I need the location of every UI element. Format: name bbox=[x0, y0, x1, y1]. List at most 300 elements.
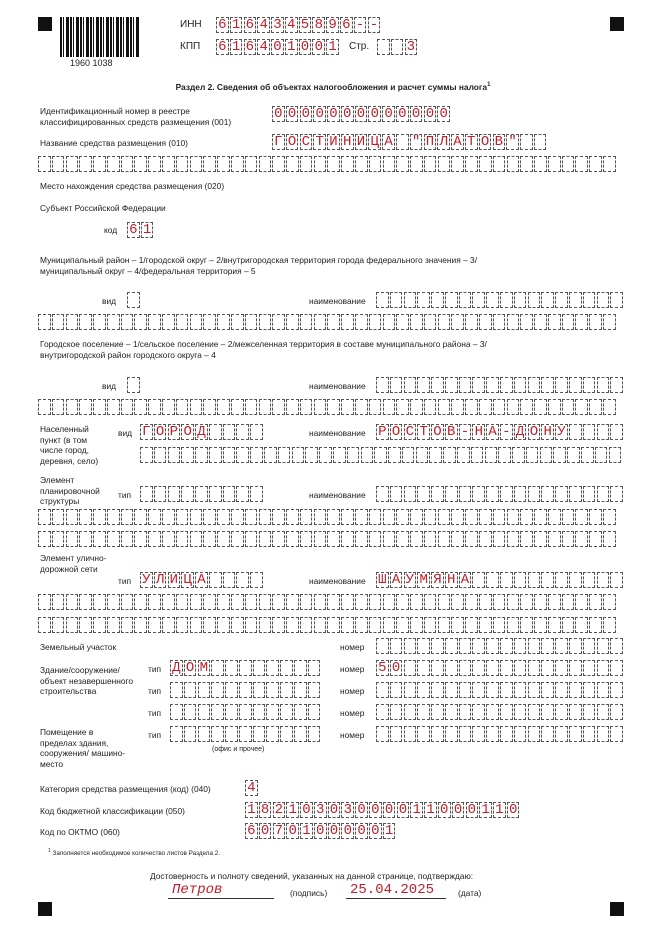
planning-field-line-3-cell[interactable] bbox=[327, 531, 340, 547]
urban-name-field-cell[interactable] bbox=[500, 377, 513, 393]
page-number-field-cell[interactable] bbox=[391, 39, 404, 55]
room-type-field-cell[interactable] bbox=[170, 726, 183, 742]
building-number-field-1-cell[interactable]: 0 bbox=[390, 660, 403, 676]
planning-field-line-2-cell[interactable] bbox=[383, 509, 396, 525]
urban-name-field-line-2-cell[interactable] bbox=[245, 399, 258, 415]
urban-name-field-line-2-cell[interactable] bbox=[79, 399, 92, 415]
street-field-line-3-cell[interactable] bbox=[603, 617, 616, 633]
planning-name-field-cell[interactable] bbox=[486, 486, 499, 502]
settlement-field-line-2-cell[interactable] bbox=[154, 447, 167, 463]
urban-name-field-line-2-cell[interactable] bbox=[121, 399, 134, 415]
building-number-field-1-cell[interactable] bbox=[597, 660, 610, 676]
street-type-field-cell[interactable]: Л bbox=[154, 572, 167, 588]
building-type-field-1-cell[interactable] bbox=[266, 660, 279, 676]
municipal-name-field-line-2-cell[interactable] bbox=[190, 314, 203, 330]
land-number-field-cell[interactable] bbox=[417, 638, 430, 654]
accommodation-name-field-line-2-cell[interactable] bbox=[148, 156, 161, 172]
municipal-name-field-line-2-cell[interactable] bbox=[341, 314, 354, 330]
settlement-field-line-2-cell[interactable] bbox=[223, 447, 236, 463]
planning-field-line-2-cell[interactable] bbox=[107, 509, 120, 525]
land-number-field-cell[interactable] bbox=[528, 638, 541, 654]
planning-field-line-3-cell[interactable] bbox=[534, 531, 547, 547]
accommodation-name-field-line-2-cell[interactable] bbox=[286, 156, 299, 172]
street-field-line-3-cell[interactable] bbox=[410, 617, 423, 633]
municipal-name-field-line-2-cell[interactable] bbox=[134, 314, 147, 330]
building-type-field-2-cell[interactable] bbox=[198, 682, 211, 698]
municipal-name-field-cell[interactable] bbox=[555, 292, 568, 308]
street-name-field-cell[interactable] bbox=[541, 572, 554, 588]
land-number-field-cell[interactable] bbox=[376, 638, 389, 654]
municipal-name-field-cell[interactable] bbox=[610, 292, 623, 308]
oktmo-field-cell[interactable]: 0 bbox=[314, 823, 327, 839]
accommodation-name-field-line-2-cell[interactable] bbox=[327, 156, 340, 172]
urban-name-field[interactable] bbox=[376, 377, 624, 393]
room-number-field-cell[interactable] bbox=[404, 726, 417, 742]
street-field-line-3-cell[interactable] bbox=[369, 617, 382, 633]
urban-name-field-cell[interactable] bbox=[528, 377, 541, 393]
settlement-field-line-2-cell[interactable] bbox=[305, 447, 318, 463]
urban-name-field-line-2-cell[interactable] bbox=[93, 399, 106, 415]
street-name-field-cell[interactable] bbox=[528, 572, 541, 588]
street-field-line-2-cell[interactable] bbox=[93, 594, 106, 610]
planning-field-line-2-cell[interactable] bbox=[286, 509, 299, 525]
urban-name-field-line-2-cell[interactable] bbox=[272, 399, 285, 415]
building-type-field-2-cell[interactable] bbox=[239, 682, 252, 698]
street-field-line-2-cell[interactable] bbox=[286, 594, 299, 610]
urban-name-field-line-2-cell[interactable] bbox=[410, 399, 423, 415]
municipal-name-field-line-2-cell[interactable] bbox=[465, 314, 478, 330]
planning-field-line-3-cell[interactable] bbox=[148, 531, 161, 547]
oktmo-field-cell[interactable]: 7 bbox=[273, 823, 286, 839]
municipal-name-field-line-2-cell[interactable] bbox=[38, 314, 51, 330]
planning-field-line-3-cell[interactable] bbox=[341, 531, 354, 547]
accommodation-name-field-line-2-cell[interactable] bbox=[520, 156, 533, 172]
settlement-field-line-2-cell[interactable] bbox=[540, 447, 553, 463]
planning-field-line-3-cell[interactable] bbox=[190, 531, 203, 547]
street-field-line-3-cell[interactable] bbox=[548, 617, 561, 633]
settlement-type-field-cell[interactable]: О bbox=[154, 424, 167, 440]
street-name-field-cell[interactable]: Ш bbox=[376, 572, 389, 588]
accommodation-name-field-line-2-cell[interactable] bbox=[493, 156, 506, 172]
settlement-type-field-cell[interactable] bbox=[250, 424, 263, 440]
building-number-field-3-cell[interactable] bbox=[528, 704, 541, 720]
settlement-field-line-2-cell[interactable] bbox=[416, 447, 429, 463]
room-number-field-cell[interactable] bbox=[555, 726, 568, 742]
oktmo-field-cell[interactable]: 0 bbox=[341, 823, 354, 839]
planning-field-line-3-cell[interactable] bbox=[121, 531, 134, 547]
settlement-field-line-2-cell[interactable] bbox=[595, 447, 608, 463]
street-field-line-3-cell[interactable] bbox=[38, 617, 51, 633]
street-type-field-cell[interactable] bbox=[223, 572, 236, 588]
urban-name-field-line-2-cell[interactable] bbox=[341, 399, 354, 415]
street-field-line-3-cell[interactable] bbox=[493, 617, 506, 633]
room-number-field-cell[interactable] bbox=[514, 726, 527, 742]
land-number-field-cell[interactable] bbox=[486, 638, 499, 654]
street-field-line-2-cell[interactable] bbox=[134, 594, 147, 610]
municipal-name-field-cell[interactable] bbox=[514, 292, 527, 308]
street-name-field-cell[interactable] bbox=[555, 572, 568, 588]
street-field-line-3-cell[interactable] bbox=[231, 617, 244, 633]
settlement-name-field-cell[interactable]: Д bbox=[514, 424, 527, 440]
inn-field-cell[interactable]: 8 bbox=[312, 17, 325, 33]
building-type-field-1-cell[interactable] bbox=[239, 660, 252, 676]
building-number-field-2-cell[interactable] bbox=[445, 682, 458, 698]
street-name-field-cell[interactable]: М bbox=[417, 572, 430, 588]
building-number-field-1-cell[interactable] bbox=[459, 660, 472, 676]
planning-field-line-2-cell[interactable] bbox=[520, 509, 533, 525]
room-type-field-cell[interactable] bbox=[225, 726, 238, 742]
street-field-line-3-cell[interactable] bbox=[52, 617, 65, 633]
street-field-line-3-cell[interactable] bbox=[217, 617, 230, 633]
urban-name-field-line-2-cell[interactable] bbox=[52, 399, 65, 415]
street-field-line-3-cell[interactable] bbox=[479, 617, 492, 633]
settlement-field-line-2-cell[interactable] bbox=[361, 447, 374, 463]
registry-number-field-cell[interactable]: 0 bbox=[410, 106, 423, 122]
planning-field-line-2-cell[interactable] bbox=[424, 509, 437, 525]
urban-name-field-line-2-cell[interactable] bbox=[38, 399, 51, 415]
planning-name-field-cell[interactable] bbox=[555, 486, 568, 502]
kbk-field-cell[interactable]: 0 bbox=[452, 802, 465, 818]
street-field-line-3-cell[interactable] bbox=[107, 617, 120, 633]
urban-name-field-cell[interactable] bbox=[555, 377, 568, 393]
building-type-field-1-cell[interactable]: М bbox=[198, 660, 211, 676]
municipal-name-field-cell[interactable] bbox=[583, 292, 596, 308]
accommodation-name-field-line-2-cell[interactable] bbox=[93, 156, 106, 172]
urban-name-field-cell[interactable] bbox=[431, 377, 444, 393]
street-field-line-2-cell[interactable] bbox=[534, 594, 547, 610]
building-number-field-1-cell[interactable] bbox=[569, 660, 582, 676]
settlement-field-line-2-cell[interactable] bbox=[347, 447, 360, 463]
accommodation-name-field-line-1-cell[interactable]: Т bbox=[465, 134, 478, 150]
room-number-field-cell[interactable] bbox=[431, 726, 444, 742]
planning-field-line-2-cell[interactable] bbox=[300, 509, 313, 525]
accommodation-name-field-line-1-cell[interactable]: А bbox=[382, 134, 395, 150]
accommodation-name-field-line-2-cell[interactable] bbox=[217, 156, 230, 172]
accommodation-name-field-line-2-cell[interactable] bbox=[38, 156, 51, 172]
building-type-field-1-cell[interactable] bbox=[280, 660, 293, 676]
street-field-line-2-cell[interactable] bbox=[79, 594, 92, 610]
inn-field[interactable] bbox=[216, 17, 381, 33]
building-number-field-2-cell[interactable] bbox=[555, 682, 568, 698]
accommodation-name-field-line-1-cell[interactable]: И bbox=[355, 134, 368, 150]
planning-field-line-2-cell[interactable] bbox=[575, 509, 588, 525]
land-number-field-cell[interactable] bbox=[610, 638, 623, 654]
urban-name-field-line-2-cell[interactable] bbox=[603, 399, 616, 415]
inn-field-cell[interactable]: 1 bbox=[230, 17, 243, 33]
kpp-field-cell[interactable]: 1 bbox=[230, 39, 243, 55]
municipal-name-field-line-2-cell[interactable] bbox=[589, 314, 602, 330]
municipal-name-field-line-2-cell[interactable] bbox=[245, 314, 258, 330]
street-field-line-3-cell[interactable] bbox=[520, 617, 533, 633]
urban-name-field-cell[interactable] bbox=[459, 377, 472, 393]
room-number-field-cell[interactable] bbox=[486, 726, 499, 742]
planning-name-field-cell[interactable] bbox=[445, 486, 458, 502]
settlement-name-field-cell[interactable]: - bbox=[500, 424, 513, 440]
planning-field-line-2-cell[interactable] bbox=[534, 509, 547, 525]
planning-field-line-2-cell[interactable] bbox=[93, 509, 106, 525]
street-name-field-cell[interactable] bbox=[500, 572, 513, 588]
planning-field-line-3-cell[interactable] bbox=[396, 531, 409, 547]
planning-field-line-2-cell[interactable] bbox=[259, 509, 272, 525]
urban-name-field-line-2-cell[interactable] bbox=[314, 399, 327, 415]
building-type-field-3-cell[interactable] bbox=[294, 704, 307, 720]
street-field-line-2-cell[interactable] bbox=[355, 594, 368, 610]
building-number-field-2-cell[interactable] bbox=[528, 682, 541, 698]
room-number-field-cell[interactable] bbox=[459, 726, 472, 742]
room-type-field-cell[interactable] bbox=[239, 726, 252, 742]
municipal-name-field-line-2-cell[interactable] bbox=[259, 314, 272, 330]
accommodation-name-field-line-2-cell[interactable] bbox=[66, 156, 79, 172]
street-field-line-3-cell[interactable] bbox=[93, 617, 106, 633]
planning-field-line-2-cell[interactable] bbox=[438, 509, 451, 525]
planning-field-line-3-cell[interactable] bbox=[451, 531, 464, 547]
settlement-type-field-cell[interactable]: Г bbox=[140, 424, 153, 440]
urban-name-field-line-2-cell[interactable] bbox=[327, 399, 340, 415]
settlement-name-field-cell[interactable]: С bbox=[404, 424, 417, 440]
street-field-line-2[interactable] bbox=[38, 594, 617, 610]
street-name-field[interactable] bbox=[376, 572, 624, 588]
building-type-field-3-cell[interactable] bbox=[308, 704, 321, 720]
street-field-line-3-cell[interactable] bbox=[259, 617, 272, 633]
street-field-line-3-cell[interactable] bbox=[121, 617, 134, 633]
planning-field-line-3-cell[interactable] bbox=[134, 531, 147, 547]
street-field-line-3-cell[interactable] bbox=[383, 617, 396, 633]
street-type-field-cell[interactable] bbox=[250, 572, 263, 588]
street-name-field-cell[interactable]: А bbox=[459, 572, 472, 588]
building-number-field-3-cell[interactable] bbox=[459, 704, 472, 720]
urban-name-field-line-2-cell[interactable] bbox=[493, 399, 506, 415]
street-type-field-cell[interactable]: Ц bbox=[181, 572, 194, 588]
planning-field-line-3-cell[interactable] bbox=[66, 531, 79, 547]
kbk-field-cell[interactable]: 0 bbox=[328, 802, 341, 818]
planning-field-line-2-cell[interactable] bbox=[603, 509, 616, 525]
registry-number-field-cell[interactable]: 0 bbox=[272, 106, 285, 122]
street-field-line-2-cell[interactable] bbox=[575, 594, 588, 610]
building-number-field-2-cell[interactable] bbox=[583, 682, 596, 698]
building-type-field-1-cell[interactable] bbox=[294, 660, 307, 676]
registry-number-field-cell[interactable]: 0 bbox=[368, 106, 381, 122]
planning-field-line-3-cell[interactable] bbox=[314, 531, 327, 547]
urban-name-field-line-2-cell[interactable] bbox=[383, 399, 396, 415]
accommodation-name-field-line-2-cell[interactable] bbox=[465, 156, 478, 172]
street-field-line-2-cell[interactable] bbox=[190, 594, 203, 610]
street-name-field-cell[interactable] bbox=[514, 572, 527, 588]
municipal-name-field-cell[interactable] bbox=[486, 292, 499, 308]
accommodation-name-field-line-1-cell[interactable]: Н bbox=[341, 134, 354, 150]
planning-name-field-cell[interactable] bbox=[472, 486, 485, 502]
planning-field-line-2-cell[interactable] bbox=[121, 509, 134, 525]
urban-name-field-line-2[interactable] bbox=[38, 399, 617, 415]
municipal-name-field-line-2-cell[interactable] bbox=[383, 314, 396, 330]
inn-field-cell[interactable]: 4 bbox=[285, 17, 298, 33]
registry-number-field-cell[interactable]: 0 bbox=[382, 106, 395, 122]
building-number-field-3-cell[interactable] bbox=[390, 704, 403, 720]
accommodation-name-field-line-2-cell[interactable] bbox=[396, 156, 409, 172]
building-number-field-1-cell[interactable] bbox=[514, 660, 527, 676]
building-type-field-2[interactable] bbox=[170, 682, 322, 698]
street-type-field[interactable] bbox=[140, 572, 264, 588]
planning-type-field-cell[interactable] bbox=[154, 486, 167, 502]
building-type-field-3-cell[interactable] bbox=[239, 704, 252, 720]
planning-field-line-3-cell[interactable] bbox=[369, 531, 382, 547]
room-number-field-cell[interactable] bbox=[583, 726, 596, 742]
street-field-line-2-cell[interactable] bbox=[548, 594, 561, 610]
municipal-name-field-line-2-cell[interactable] bbox=[451, 314, 464, 330]
accommodation-name-field-line-2-cell[interactable] bbox=[410, 156, 423, 172]
municipal-name-field-line-2-cell[interactable] bbox=[520, 314, 533, 330]
planning-type-field-cell[interactable] bbox=[223, 486, 236, 502]
building-type-field-3-cell[interactable] bbox=[198, 704, 211, 720]
inn-field-cell[interactable]: 6 bbox=[340, 17, 353, 33]
street-name-field-cell[interactable]: Я bbox=[431, 572, 444, 588]
urban-name-field-line-2-cell[interactable] bbox=[107, 399, 120, 415]
registry-number-field-cell[interactable]: 0 bbox=[286, 106, 299, 122]
street-field-line-2-cell[interactable] bbox=[438, 594, 451, 610]
street-type-field-cell[interactable]: У bbox=[140, 572, 153, 588]
street-field-line-3-cell[interactable] bbox=[176, 617, 189, 633]
street-field-line-2-cell[interactable] bbox=[451, 594, 464, 610]
municipal-name-field-line-2-cell[interactable] bbox=[314, 314, 327, 330]
planning-field-line-3-cell[interactable] bbox=[493, 531, 506, 547]
planning-field-line-3-cell[interactable] bbox=[245, 531, 258, 547]
municipal-name-field[interactable] bbox=[376, 292, 624, 308]
building-number-field-2-cell[interactable] bbox=[541, 682, 554, 698]
accommodation-name-field-line-2-cell[interactable] bbox=[355, 156, 368, 172]
street-field-line-3-cell[interactable] bbox=[562, 617, 575, 633]
room-number-field-cell[interactable] bbox=[610, 726, 623, 742]
planning-field-line-2-cell[interactable] bbox=[355, 509, 368, 525]
planning-field-line-2[interactable] bbox=[38, 509, 617, 525]
settlement-name-field-cell[interactable]: Р bbox=[376, 424, 389, 440]
street-field-line-3-cell[interactable] bbox=[314, 617, 327, 633]
planning-field-line-2-cell[interactable] bbox=[465, 509, 478, 525]
oktmo-field-cell[interactable]: 0 bbox=[355, 823, 368, 839]
street-field-line-2-cell[interactable] bbox=[396, 594, 409, 610]
oktmo-field-cell[interactable]: 0 bbox=[328, 823, 341, 839]
building-number-field-2-cell[interactable] bbox=[431, 682, 444, 698]
street-field-line-2-cell[interactable] bbox=[162, 594, 175, 610]
municipal-name-field-line-2[interactable] bbox=[38, 314, 617, 330]
planning-field-line-2-cell[interactable] bbox=[231, 509, 244, 525]
street-field-line-2-cell[interactable] bbox=[383, 594, 396, 610]
municipal-name-field-cell[interactable] bbox=[472, 292, 485, 308]
planning-field-line-3-cell[interactable] bbox=[93, 531, 106, 547]
planning-field-line-3-cell[interactable] bbox=[300, 531, 313, 547]
settlement-field-line-2-cell[interactable] bbox=[319, 447, 332, 463]
building-type-field-2-cell[interactable] bbox=[266, 682, 279, 698]
land-number-field-cell[interactable] bbox=[431, 638, 444, 654]
planning-field-line-3-cell[interactable] bbox=[355, 531, 368, 547]
urban-name-field-cell[interactable] bbox=[610, 377, 623, 393]
planning-field-line-2-cell[interactable] bbox=[479, 509, 492, 525]
settlement-field-line-2-cell[interactable] bbox=[250, 447, 263, 463]
building-number-field-1-cell[interactable] bbox=[431, 660, 444, 676]
building-number-field-3-cell[interactable] bbox=[541, 704, 554, 720]
building-type-field-2-cell[interactable] bbox=[170, 682, 183, 698]
urban-name-field-line-2-cell[interactable] bbox=[300, 399, 313, 415]
building-number-field-2-cell[interactable] bbox=[610, 682, 623, 698]
municipal-name-field-line-2-cell[interactable] bbox=[410, 314, 423, 330]
urban-name-field-line-2-cell[interactable] bbox=[176, 399, 189, 415]
room-number-field-cell[interactable] bbox=[500, 726, 513, 742]
accommodation-name-field-line-2-cell[interactable] bbox=[203, 156, 216, 172]
accommodation-name-field-line-2[interactable] bbox=[38, 156, 617, 172]
street-field-line-3-cell[interactable] bbox=[66, 617, 79, 633]
street-field-line-2-cell[interactable] bbox=[603, 594, 616, 610]
registry-number-field-cell[interactable]: 0 bbox=[396, 106, 409, 122]
street-field-line-3-cell[interactable] bbox=[465, 617, 478, 633]
oktmo-field[interactable] bbox=[245, 823, 397, 839]
accommodation-name-field-line-1-cell[interactable]: И bbox=[327, 134, 340, 150]
kbk-field-cell[interactable]: 1 bbox=[245, 802, 258, 818]
building-number-field-1-cell[interactable] bbox=[472, 660, 485, 676]
street-field-line-3-cell[interactable] bbox=[534, 617, 547, 633]
planning-name-field-cell[interactable] bbox=[569, 486, 582, 502]
urban-name-field-cell[interactable] bbox=[486, 377, 499, 393]
building-number-field-1-cell[interactable] bbox=[555, 660, 568, 676]
land-number-field-cell[interactable] bbox=[472, 638, 485, 654]
municipal-name-field-line-2-cell[interactable] bbox=[507, 314, 520, 330]
planning-field-line-3-cell[interactable] bbox=[548, 531, 561, 547]
street-field-line-3-cell[interactable] bbox=[245, 617, 258, 633]
building-type-field-2-cell[interactable] bbox=[184, 682, 197, 698]
street-field-line-2-cell[interactable] bbox=[327, 594, 340, 610]
inn-field-cell[interactable]: 4 bbox=[257, 17, 270, 33]
kbk-field-cell[interactable]: 0 bbox=[383, 802, 396, 818]
settlement-field-line-2[interactable] bbox=[140, 447, 622, 463]
planning-field-line-2-cell[interactable] bbox=[272, 509, 285, 525]
kbk-field-cell[interactable]: 3 bbox=[341, 802, 354, 818]
municipal-name-field-cell[interactable] bbox=[417, 292, 430, 308]
building-type-field-2-cell[interactable] bbox=[308, 682, 321, 698]
settlement-field-line-2-cell[interactable] bbox=[140, 447, 153, 463]
category-field[interactable] bbox=[245, 780, 259, 796]
planning-field-line-3-cell[interactable] bbox=[176, 531, 189, 547]
room-number-field[interactable] bbox=[376, 726, 624, 742]
accommodation-name-field-line-1-cell[interactable] bbox=[520, 134, 533, 150]
street-name-field-cell[interactable]: А bbox=[390, 572, 403, 588]
room-number-field-cell[interactable] bbox=[417, 726, 430, 742]
settlement-field-line-2-cell[interactable] bbox=[498, 447, 511, 463]
street-field-line-2-cell[interactable] bbox=[121, 594, 134, 610]
street-field-line-2-cell[interactable] bbox=[410, 594, 423, 610]
street-field-line-2-cell[interactable] bbox=[66, 594, 79, 610]
room-number-field-cell[interactable] bbox=[541, 726, 554, 742]
urban-name-field-line-2-cell[interactable] bbox=[355, 399, 368, 415]
municipal-name-field-line-2-cell[interactable] bbox=[93, 314, 106, 330]
street-field-line-2-cell[interactable] bbox=[245, 594, 258, 610]
planning-field-line-2-cell[interactable] bbox=[314, 509, 327, 525]
settlement-field-line-2-cell[interactable] bbox=[567, 447, 580, 463]
building-number-field-3-cell[interactable] bbox=[445, 704, 458, 720]
planning-name-field-cell[interactable] bbox=[376, 486, 389, 502]
urban-name-field-cell[interactable] bbox=[569, 377, 582, 393]
kpp-field-cell[interactable]: 6 bbox=[216, 39, 229, 55]
municipal-name-field-line-2-cell[interactable] bbox=[493, 314, 506, 330]
street-type-field-cell[interactable]: И bbox=[168, 572, 181, 588]
municipal-name-field-line-2-cell[interactable] bbox=[396, 314, 409, 330]
planning-field-line-3-cell[interactable] bbox=[603, 531, 616, 547]
planning-type-field-cell[interactable] bbox=[209, 486, 222, 502]
street-field-line-2-cell[interactable] bbox=[300, 594, 313, 610]
land-number-field-cell[interactable] bbox=[390, 638, 403, 654]
street-field-line-2-cell[interactable] bbox=[52, 594, 65, 610]
street-field-line-3-cell[interactable] bbox=[286, 617, 299, 633]
building-type-field-2-cell[interactable] bbox=[294, 682, 307, 698]
planning-field-line-3[interactable] bbox=[38, 531, 617, 547]
land-number-field-cell[interactable] bbox=[404, 638, 417, 654]
land-number-field-cell[interactable] bbox=[541, 638, 554, 654]
